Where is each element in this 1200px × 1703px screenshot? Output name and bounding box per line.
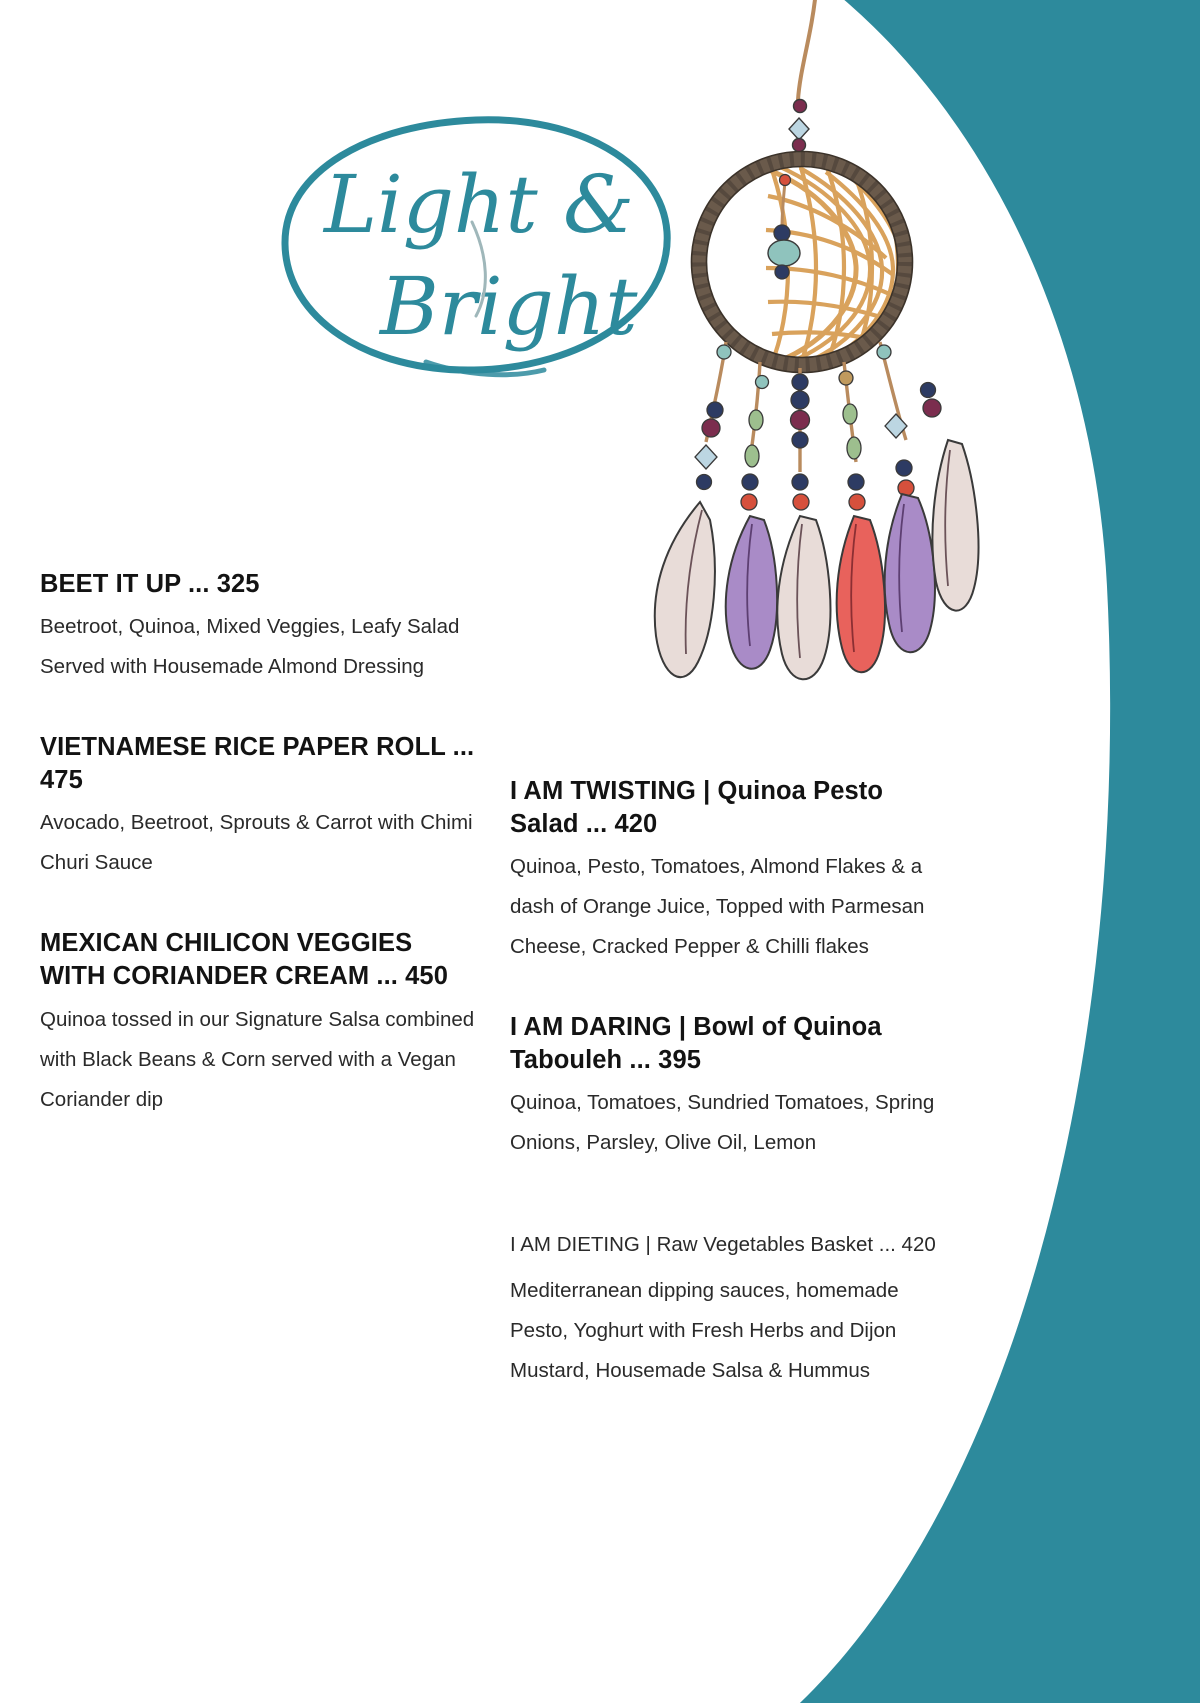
menu-item-title: MEXICAN CHILICON VEGGIES WITH CORIANDER CREAM ... 450 [40, 929, 448, 991]
menu-item [510, 775, 950, 967]
menu-item-description: Mediterranean dipping sauces, homemade Pesto, Yoghurt with Fresh Herbs and Dijon Mustard, Housemade Salsa & Hummus [510, 1279, 899, 1383]
menu-item-title: I AM DARING | Bowl of Quinoa Tabouleh ... 395 [510, 1013, 882, 1075]
menu-item-description: Quinoa, Tomatoes, Sundried Tomatoes, Spring Onions, Parsley, Olive Oil, Lemon [510, 1091, 935, 1155]
menu-item-description: Beetroot, Quinoa, Mixed Veggies, Leafy Salad Served with Housemade Almond Dressing [40, 615, 460, 679]
menu-item-title: I AM DIETING | Raw Vegetables Basket ... 420 [510, 1233, 936, 1257]
menu-item-title: I AM TWISTING | Quinoa Pesto Salad ... 420 [510, 777, 884, 839]
menu-item-title: BEET IT UP ... 325 [40, 570, 260, 598]
menu-item-description: Avocado, Beetroot, Sprouts & Carrot with Chimi Churi Sauce [40, 811, 473, 875]
menu-item-title: VIETNAMESE RICE PAPER ROLL ... 475 [40, 733, 475, 795]
menu-item [40, 927, 480, 1119]
menu-item [40, 731, 480, 883]
logo-line-2: Bright [380, 260, 638, 353]
menu-column-left [40, 568, 480, 1119]
logo-line-1: Light & [324, 158, 635, 251]
menu-item-description: Quinoa tossed in our Signature Salsa combined with Black Beans & Corn served with a Vegan Coriander dip [40, 1007, 475, 1111]
menu-column-right [510, 775, 950, 1391]
menu-item-description: Quinoa, Pesto, Tomatoes, Almond Flakes & a dash of Orange Juice, Topped with Parmesan Cheese, Cracked Pepper & Chilli flakes [510, 855, 925, 959]
menu-item [510, 1011, 950, 1163]
menu-item [510, 1225, 950, 1391]
menu-item [40, 568, 480, 687]
